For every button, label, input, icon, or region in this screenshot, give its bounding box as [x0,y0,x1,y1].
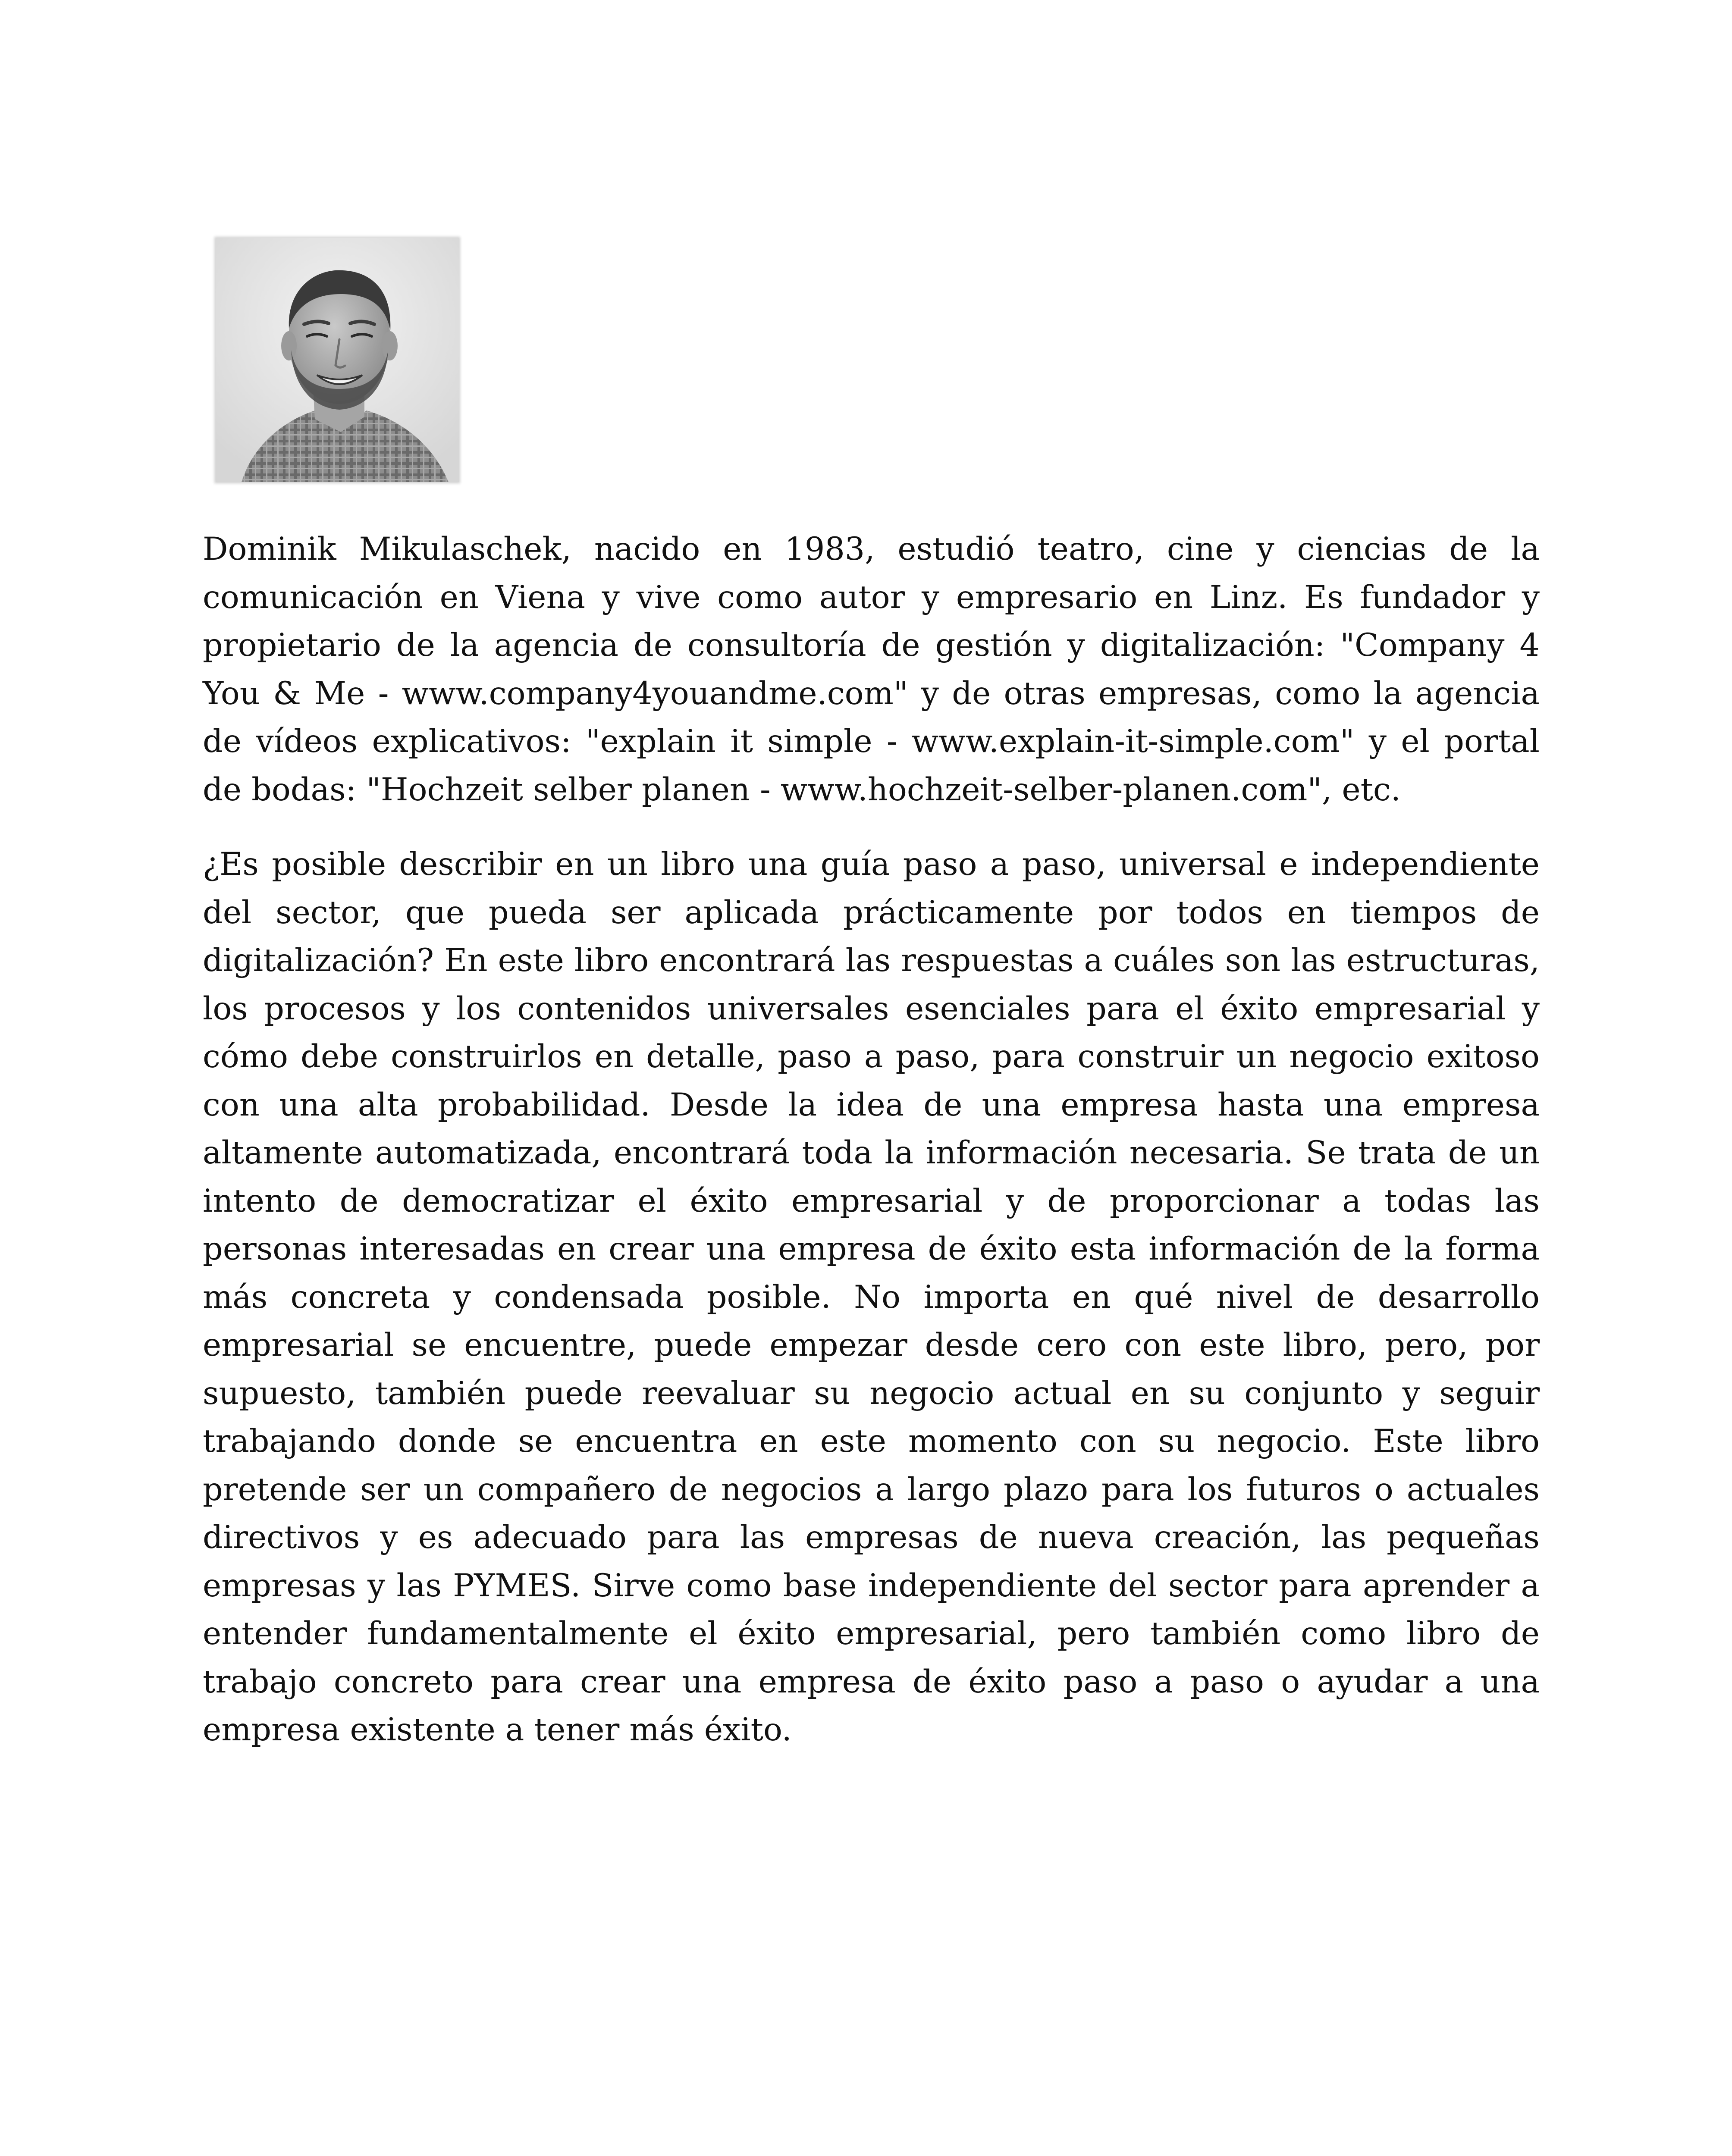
author-photo [216,238,459,482]
book-summary-paragraph: ¿Es posible describir en un libro una guía paso a paso, universal e independiente del sector, que pueda ser aplicada prácticamente por todos en tiempos de digitalización? En este libro encontrará las respuestas a cuáles son las estructuras, los procesos y los contenidos universales esenciales para el éxito empresarial y cómo debe construirlos en detalle, paso a paso, para construir un negocio exitoso con una alta probabilidad. Desde la idea de una empresa hasta una empresa altamente automatizada, encontrará toda la información necesaria. Se trata de un intento de democratizar el éxito empresarial y de proporcionar a todas las personas interesadas en crear una empresa de éxito esta información de la forma más concreta y condensada posible. No importa en qué nivel de desarrollo empresarial se encuentre, puede empezar desde cero con este libro, pero, por supuesto, también puede reevaluar su negocio actual en su conjunto y seguir trabajando donde se encuentra en este momento con su negocio. Este libro pretende ser un compañero de negocios a largo plazo para los futuros o actuales directivos y es adecuado para las empresas de nueva creación, las pequeñas empresas y las PYMES. Sirve como base independiente del sector para aprender a entender fundamentalmente el éxito empresarial, pero también como libro de trabajo concreto para crear una empresa de éxito paso a paso o ayudar a una empresa existente a tener más éxito. [203,846,1540,1748]
author-portrait-icon [216,238,459,482]
book-description [203,525,1540,1754]
author-bio-paragraph: Dominik Mikulaschek, nacido en 1983, estudió teatro, cine y ciencias de la comunicación en Viena y vive como autor y empresario en Linz. Es fundador y propietario de la agencia de consultoría de gestión y digitalización: "Company 4 You & Me - www.company4youandme.com" y de otras empresas, como la agencia de vídeos explicativos: "explain it simple - www.explain-it-simple.com" y el portal de bodas: "Hochzeit selber planen - www.hochzeit-selber-planen.com", etc. [203,531,1540,808]
